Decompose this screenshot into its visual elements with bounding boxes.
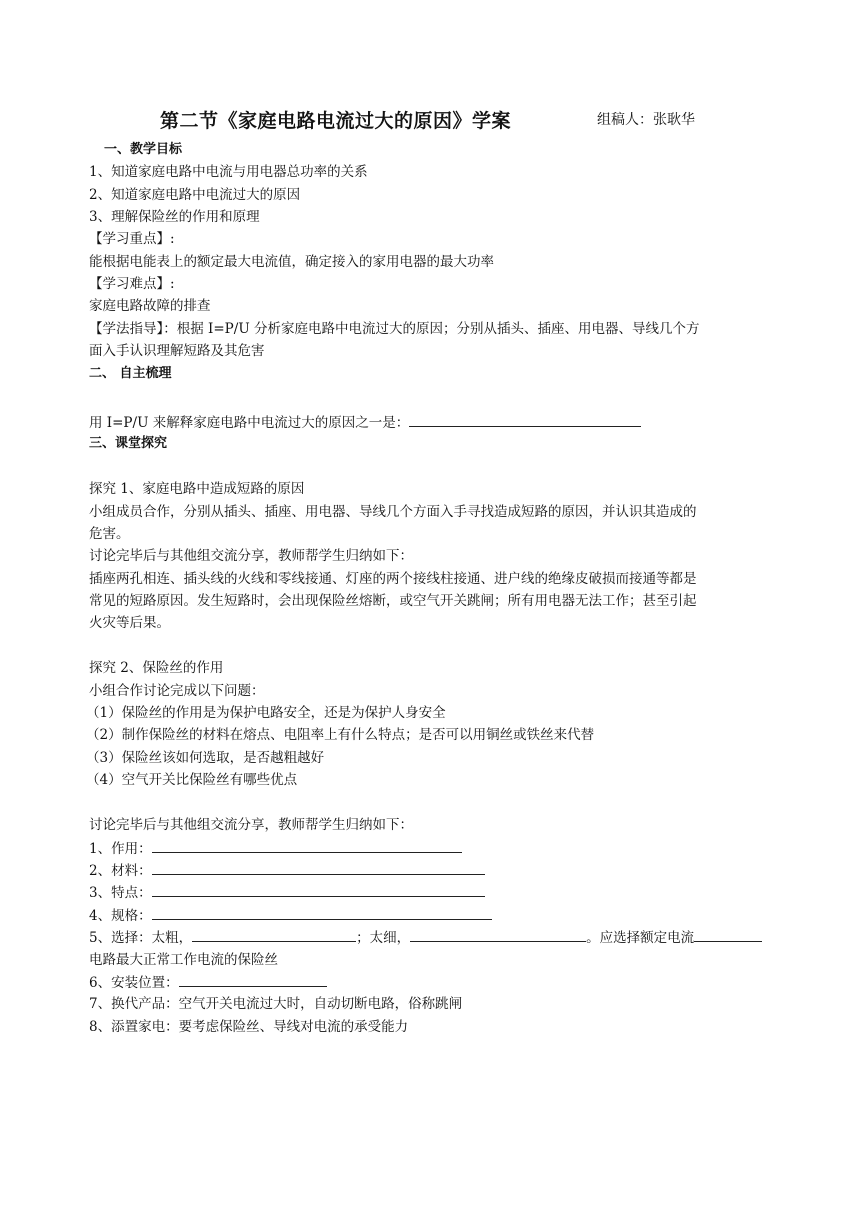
summary-3-label: 3、特点： bbox=[89, 885, 152, 901]
explore1-line-3: 讨论完毕后与其他组交流分享，教师帮学生归纳如下： bbox=[89, 548, 413, 564]
summary-2-blank[interactable] bbox=[152, 860, 485, 875]
summary-item-7: 7、换代产品：空气开关电流过大时，自动切断电路，俗称跳闸 bbox=[89, 996, 463, 1012]
summary-4-blank[interactable] bbox=[152, 905, 492, 920]
question-1: （1）保险丝的作用是为保护电路安全，还是为保护人身安全 bbox=[86, 705, 446, 721]
summary-6-blank[interactable] bbox=[179, 972, 327, 987]
method-line-2: 面入手认识理解短路及其危害 bbox=[89, 343, 265, 359]
summary-item-3 bbox=[89, 882, 485, 903]
self-study-question-text: 用 I=P/U 来解释家庭电路中电流过大的原因之一是： bbox=[89, 415, 410, 431]
summary-item-6 bbox=[89, 972, 327, 993]
question-4: （4）空气开关比保险丝有哪些优点 bbox=[86, 772, 298, 788]
difficulty-text: 家庭电路故障的排查 bbox=[89, 298, 211, 314]
section2-heading: 二、 自主梳理 bbox=[89, 366, 172, 381]
objective-2: 2、知道家庭电路中电流过大的原因 bbox=[89, 187, 301, 203]
explore1-title: 探究 1、家庭电路中造成短路的原因 bbox=[89, 481, 305, 497]
section1-heading: 一、教学目标 bbox=[104, 142, 183, 157]
summary-item-5-cont: 电路最大正常工作电流的保险丝 bbox=[89, 952, 278, 968]
objective-1: 1、知道家庭电路中电流与用电器总功率的关系 bbox=[89, 164, 368, 180]
method-line-1: 【学法指导】：根据 I=P/U 分析家庭电路中电流过大的原因；分别从插头、插座、用电器、导线几个方 bbox=[89, 321, 700, 337]
summary-item-2 bbox=[89, 860, 485, 881]
explore1-line-1: 小组成员合作，分别从插头、插座、用电器、导线几个方面入手寻找造成短路的原因，并认识其造成的 bbox=[89, 504, 697, 520]
difficulty-label: 【学习难点】: bbox=[89, 276, 175, 292]
explore2-title: 探究 2、保险丝的作用 bbox=[89, 660, 224, 676]
summary-5-label-a: 5、选择：太粗， bbox=[89, 930, 193, 946]
title-row bbox=[0, 106, 860, 132]
question-2: （2）制作保险丝的材料在熔点、电阻率上有什么特点；是否可以用铜丝或铁丝来代替 bbox=[86, 727, 595, 743]
author-label: 组稿人：张耿华 bbox=[597, 112, 695, 128]
section3-heading: 三、课堂探究 bbox=[89, 436, 168, 451]
explore1-line-6: 火灾等后果。 bbox=[89, 615, 170, 631]
summary-item-1 bbox=[89, 838, 462, 859]
summary-item-5 bbox=[89, 927, 762, 948]
explore1-line-2: 危害。 bbox=[89, 526, 130, 542]
summary-5-label-b: ；太细， bbox=[356, 930, 411, 946]
summary-5-blank-a[interactable] bbox=[192, 927, 356, 942]
summary-4-label: 4、规格： bbox=[89, 908, 152, 924]
focus-label: 【学习重点】: bbox=[89, 231, 175, 247]
focus-text: 能根据电能表上的额定最大电流值，确定接入的家用电器的最大功率 bbox=[89, 254, 494, 270]
summary-item-8: 8、添置家电：要考虑保险丝、导线对电流的承受能力 bbox=[89, 1019, 409, 1035]
summary-5-label-c: 。应选择额定电流 bbox=[586, 930, 695, 946]
summary-2-label: 2、材料： bbox=[89, 863, 152, 879]
summary-3-blank[interactable] bbox=[152, 882, 485, 897]
self-study-question bbox=[89, 412, 641, 433]
explore1-line-4: 插座两孔相连、插头线的火线和零线接通、灯座的两个接线柱接通、进户线的绝缘皮破损而接通等都是 bbox=[89, 571, 697, 587]
objective-3: 3、理解保险丝的作用和原理 bbox=[89, 209, 260, 225]
page-title: 第二节《家庭电路电流过大的原因》学案 bbox=[160, 110, 512, 132]
summary-intro: 讨论完毕后与其他组交流分享，教师帮学生归纳如下： bbox=[89, 817, 413, 833]
answer-blank[interactable] bbox=[409, 412, 641, 427]
question-3: （3）保险丝该如何选取，是否越粗越好 bbox=[86, 750, 325, 766]
summary-1-label: 1、作用： bbox=[89, 841, 152, 857]
summary-6-label: 6、安装位置： bbox=[89, 975, 179, 991]
summary-1-blank[interactable] bbox=[152, 838, 462, 853]
summary-item-4 bbox=[89, 905, 492, 926]
summary-5-blank-b[interactable] bbox=[410, 927, 586, 942]
summary-5-blank-c[interactable] bbox=[694, 927, 762, 942]
explore1-line-5: 常见的短路原因。发生短路时，会出现保险丝熔断，或空气开关跳闸；所有用电器无法工作；甚至引起 bbox=[89, 593, 697, 609]
explore2-intro: 小组合作讨论完成以下问题： bbox=[89, 683, 265, 699]
